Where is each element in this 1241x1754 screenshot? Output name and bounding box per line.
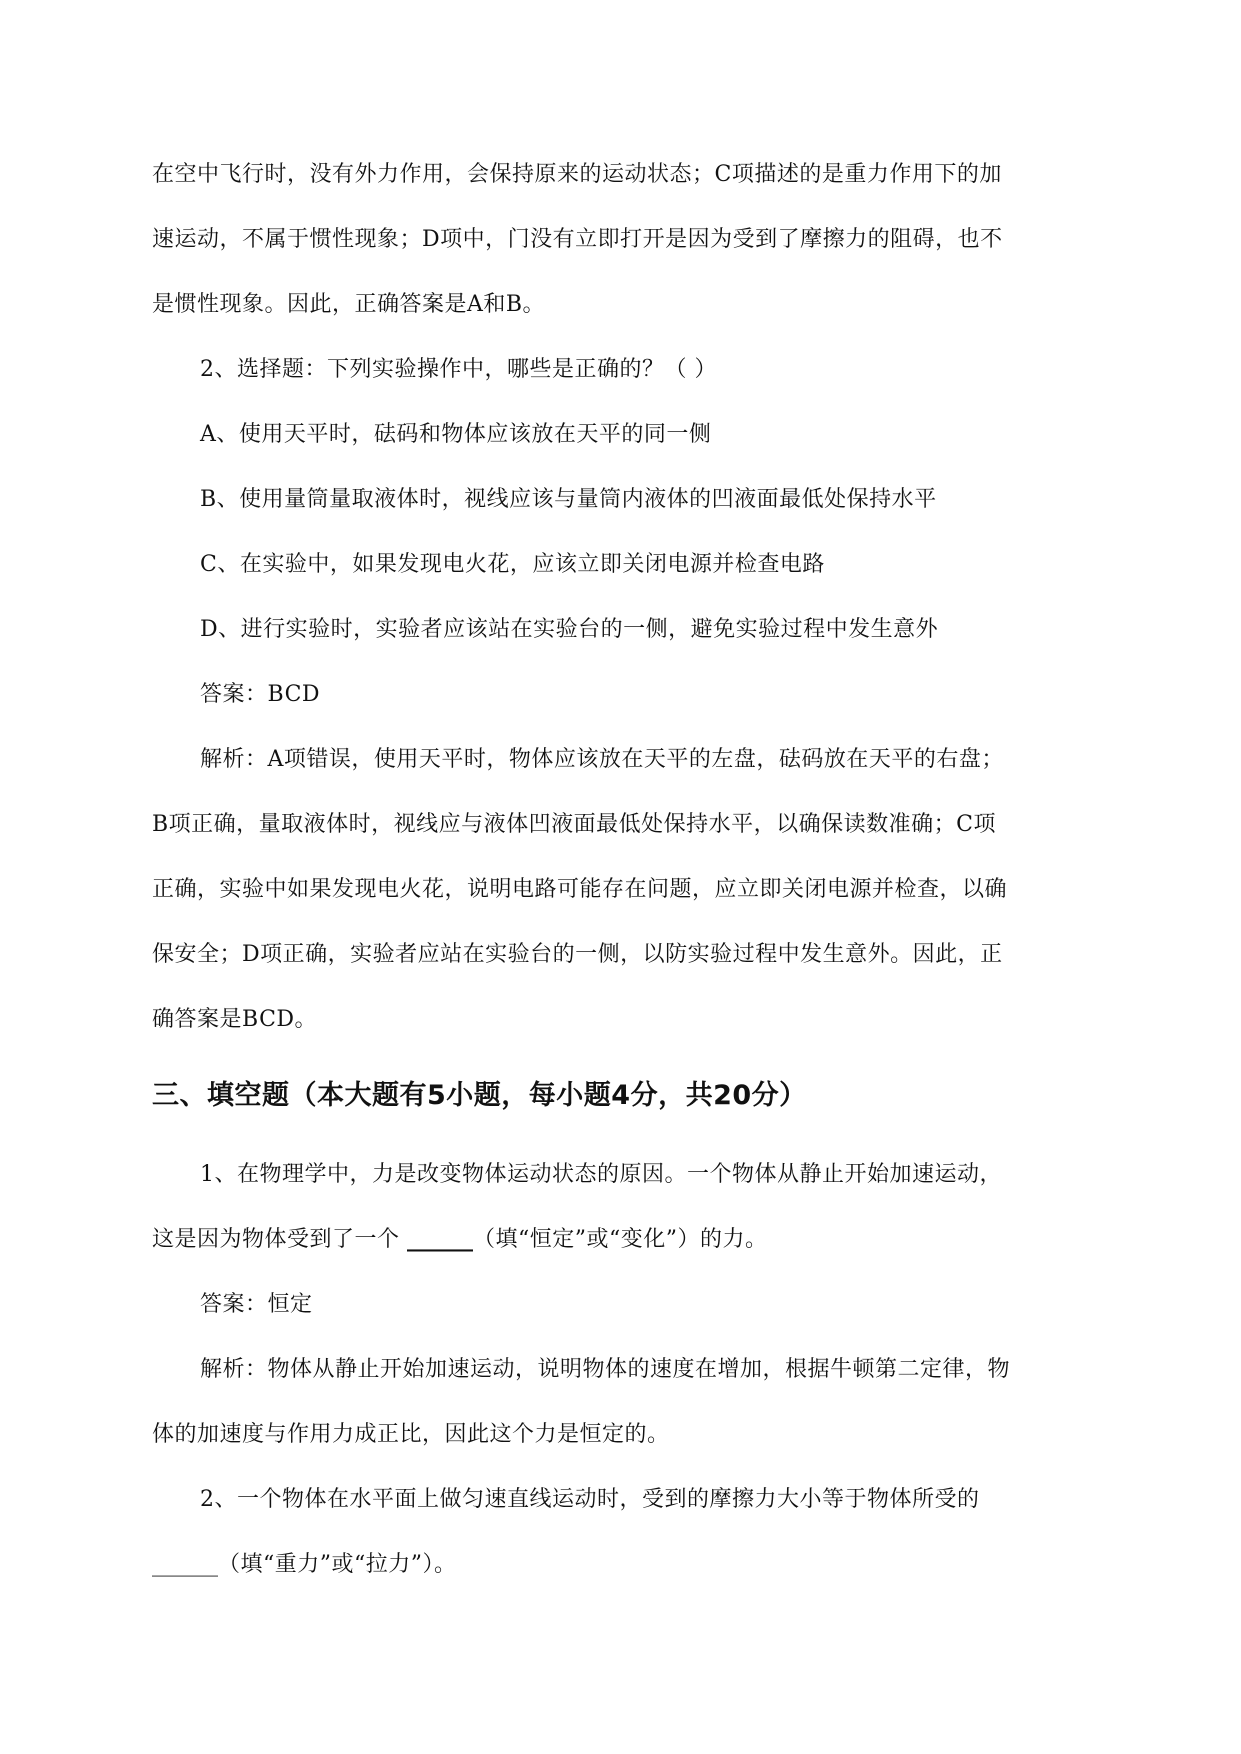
option-b: B、使用量筒量取液体时，视线应该与量筒内液体的凹液面最低处保持水平 bbox=[200, 487, 937, 512]
analysis-continued-line: 速运动，不属于惯性现象；D项中，门没有立即打开是因为受到了摩擦力的阻碍，也不 bbox=[152, 227, 1003, 252]
option-d: D、进行实验时，实验者应该站在实验台的一侧，避免实验过程中发生意外 bbox=[200, 617, 939, 642]
analysis-continued-line: 在空中飞行时，没有外力作用，会保持原来的运动状态；C项描述的是重力作用下的加 bbox=[152, 162, 1002, 187]
option-c: C、在实验中，如果发现电火花，应该立即关闭电源并检查电路 bbox=[200, 552, 825, 577]
question-2-analysis-line: 保安全；D项正确，实验者应站在实验台的一侧，以防实验过程中发生意外。因此，正 bbox=[152, 942, 1003, 967]
fill-blank: ______ bbox=[152, 1552, 218, 1577]
fill-question-1-analysis-line: 体的加速度与作用力成正比，因此这个力是恒定的。 bbox=[152, 1422, 670, 1447]
page-content bbox=[152, 142, 1092, 1597]
question-2-answer: 答案：BCD bbox=[200, 682, 321, 707]
fill-question-1-line: 1、在物理学中，力是改变物体运动状态的原因。一个物体从静止开始加速运动， bbox=[200, 1162, 1002, 1187]
fill-question-1-answer: 答案：恒定 bbox=[200, 1292, 313, 1317]
question-2-stem: 2、选择题：下列实验操作中，哪些是正确的？（ ） bbox=[200, 357, 717, 382]
section-heading: 三、填空题（本大题有5小题，每小题4分，共20分） bbox=[152, 1080, 807, 1111]
fill-question-2-line bbox=[152, 1532, 1092, 1597]
fill-question-1-text: 这是因为物体受到了一个 bbox=[152, 1227, 407, 1252]
fill-question-1-line bbox=[152, 1207, 1092, 1272]
analysis-continued-line: 是惯性现象。因此，正确答案是A和B。 bbox=[152, 292, 546, 317]
fill-question-2-line: 2、一个物体在水平面上做匀速直线运动时，受到的摩擦力大小等于物体所受的 bbox=[200, 1487, 980, 1512]
fill-question-1-analysis-line: 解析：物体从静止开始加速运动，说明物体的速度在增加，根据牛顿第二定律，物 bbox=[200, 1357, 1011, 1382]
fill-blank: ______ bbox=[407, 1226, 473, 1252]
fill-question-2-hint: （填“重力”或“拉力”）。 bbox=[218, 1552, 457, 1577]
question-2-analysis-line: B项正确，量取液体时，视线应与液体凹液面最低处保持水平，以确保读数准确；C项 bbox=[152, 812, 997, 837]
question-2-analysis-line: 解析：A项错误，使用天平时，物体应该放在天平的左盘，砝码放在天平的右盘； bbox=[200, 747, 1004, 772]
fill-question-1-hint: （填“恒定”或“变化”）的力。 bbox=[473, 1227, 768, 1252]
question-2-analysis-line: 确答案是BCD。 bbox=[152, 1007, 318, 1032]
option-a: A、使用天平时，砝码和物体应该放在天平的同一侧 bbox=[200, 422, 712, 447]
question-2-analysis-line: 正确，实验中如果发现电火花，说明电路可能存在问题，应立即关闭电源并检查，以确 bbox=[152, 877, 1008, 902]
